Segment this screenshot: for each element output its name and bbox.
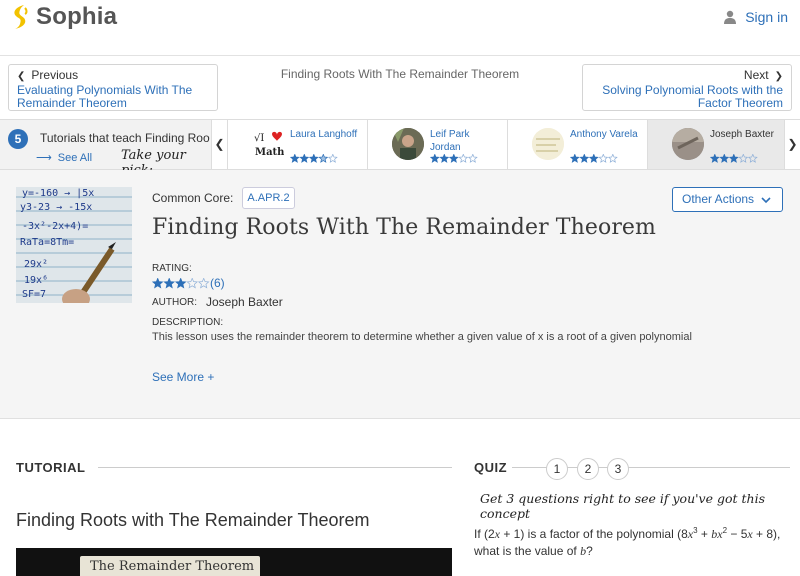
star	[300, 154, 308, 162]
question-var: x	[494, 527, 500, 541]
common-core-label: Common Core:	[152, 191, 234, 205]
tutorials-strip-title: Tutorials that teach Finding Roo	[40, 131, 210, 145]
quiz-question-3[interactable]: 3	[607, 458, 629, 480]
logo-text: Sophia	[36, 3, 118, 30]
star	[599, 154, 607, 162]
video-caption: The Remainder Theorem	[90, 559, 255, 574]
next-lesson-button[interactable]	[582, 64, 792, 111]
question-var: bx	[711, 527, 723, 541]
star	[720, 154, 728, 162]
description-label: DESCRIPTION:	[152, 317, 224, 328]
author-name-line1: Joseph Baxter	[710, 129, 774, 140]
description-text: This lesson uses the remainder theorem to determine whether a given value of x is a root of a given polynomial	[152, 331, 692, 343]
lesson-thumbnail	[16, 187, 132, 303]
previous-lesson-title-2: Remainder Theorem	[17, 96, 127, 110]
tutorial-author-name	[570, 128, 646, 141]
rating-stars	[152, 278, 210, 289]
question-part: ?	[586, 544, 593, 558]
star	[153, 278, 163, 287]
question-part: +	[697, 527, 712, 541]
rating-label: RATING:	[152, 263, 192, 274]
star	[319, 154, 327, 162]
chevron-right-icon: ❯	[787, 137, 798, 151]
current-lesson-title: Finding Roots With The Remainder Theorem	[280, 67, 520, 81]
tutorial-card-joseph-baxter[interactable]	[647, 120, 784, 169]
question-part: + 1) is a factor of the polynomial (8	[500, 527, 688, 541]
tutorial-count-badge: 5	[8, 129, 28, 149]
avatar	[392, 128, 424, 160]
video-frame	[80, 556, 260, 576]
next-text: Next	[743, 68, 769, 82]
other-actions-label: Other Actions	[682, 192, 755, 206]
author-name-line1: Anthony Varela	[570, 129, 638, 140]
star	[469, 154, 477, 162]
question-var: x	[747, 527, 753, 541]
avatar	[672, 128, 704, 160]
question-exponent: 2	[722, 526, 728, 535]
author-name-line2: Jordan	[430, 142, 461, 153]
next-lesson-title-2: Factor Theorem	[697, 96, 783, 110]
question-var: x	[687, 527, 694, 541]
star	[164, 278, 174, 287]
svg-text:Math: Math	[255, 147, 284, 158]
star	[310, 154, 318, 162]
lesson-title: Finding Roots With The Remainder Theorem	[152, 215, 657, 240]
question-part: − 5	[727, 527, 748, 541]
sophia-logo[interactable]	[10, 3, 117, 31]
chevron-left-icon: ❮	[214, 137, 225, 151]
svg-text:19x⁶: 19x⁶	[24, 275, 49, 286]
rating-stars	[710, 154, 758, 163]
star	[199, 278, 209, 287]
tutorial-author-name	[710, 128, 786, 141]
tutorial-card-laura-langhoff[interactable]	[227, 120, 367, 169]
avatar-photo	[532, 128, 564, 160]
other-actions-dropdown[interactable]	[672, 187, 783, 212]
star	[291, 154, 299, 162]
arrow-right-icon: ⟶	[36, 152, 52, 164]
rating-stars	[570, 154, 618, 163]
star	[329, 154, 337, 162]
star	[590, 154, 598, 162]
svg-text:y3-23 → -15x: y3-23 → -15x	[20, 202, 93, 213]
tutorial-author-name	[430, 128, 506, 154]
sign-in-label: Sign in	[745, 9, 788, 25]
next-lesson-title-1: Solving Polynomial Roots with the	[602, 83, 783, 97]
see-more-link[interactable]: See More +	[152, 370, 215, 384]
previous-lesson-title-1: Evaluating Polynomials With The	[17, 83, 193, 97]
star	[440, 154, 448, 162]
rating-stars	[290, 154, 338, 163]
take-your-pick-label: Take your	[121, 148, 186, 163]
star	[739, 154, 747, 162]
author-label: AUTHOR:	[152, 297, 197, 308]
common-core-badge[interactable]: A.APR.2	[242, 187, 295, 209]
user-icon	[724, 10, 736, 24]
previous-label	[17, 68, 209, 84]
tutorial-card-leif-park-jordan[interactable]	[367, 120, 507, 169]
tutorial-title: Finding Roots with The Remainder Theorem	[16, 510, 370, 530]
carousel-next-button[interactable]	[784, 120, 800, 169]
quiz-hint: Get 3 questions right to see if you've got this concept	[480, 491, 765, 521]
avatar	[252, 128, 284, 160]
chevron-right-icon: ❯	[774, 71, 783, 82]
star	[450, 154, 458, 162]
author-name-line1: Laura Langhoff	[290, 129, 358, 140]
star	[609, 154, 617, 162]
svg-text:29x²: 29x²	[24, 259, 49, 270]
question-part: + 8), what is the value of	[474, 527, 781, 558]
chevron-left-icon: ❮	[17, 71, 26, 82]
star	[730, 154, 738, 162]
see-all-link[interactable]	[36, 151, 92, 164]
quiz-question-2[interactable]: 2	[577, 458, 599, 480]
author-name: Joseph Baxter	[206, 295, 283, 309]
quiz-heading: QUIZ	[474, 460, 508, 475]
star	[711, 154, 719, 162]
author-name-line1: Leif Park	[430, 129, 470, 140]
svg-text:RaTa=8Tm=: RaTa=8Tm=	[20, 237, 75, 248]
chevron-down-icon	[761, 197, 771, 204]
tutorial-author-name	[290, 128, 366, 141]
star	[571, 154, 579, 162]
lesson-navigation	[0, 56, 800, 116]
previous-text: Previous	[31, 68, 79, 82]
carousel-prev-button[interactable]	[211, 120, 227, 169]
lesson-thumbnail-image	[16, 187, 132, 303]
see-all-label: See All	[57, 152, 93, 164]
site-header	[0, 0, 800, 56]
question-var: b	[580, 544, 587, 558]
question-part: If (2	[474, 527, 495, 541]
lesson-rating[interactable]	[152, 276, 225, 290]
quiz-question-text	[474, 522, 790, 560]
star	[187, 278, 197, 287]
tutorials-summary	[0, 120, 212, 169]
math-logo-icon	[252, 128, 284, 160]
avatar-photo	[672, 128, 704, 160]
quiz-question-1[interactable]: 1	[546, 458, 568, 480]
tutorial-card-anthony-varela[interactable]	[507, 120, 647, 169]
previous-lesson-button[interactable]	[8, 64, 218, 111]
star	[749, 154, 757, 162]
star	[580, 154, 588, 162]
tutorial-divider	[98, 467, 452, 468]
star	[176, 278, 186, 287]
svg-text:SF=7: SF=7	[22, 289, 47, 300]
svg-text:y=-160 → |5x: y=-160 → |5x	[22, 188, 95, 199]
sophia-logo-icon	[10, 4, 30, 30]
tutorial-heading: TUTORIAL	[16, 460, 86, 475]
video-player[interactable]	[16, 548, 452, 576]
star	[431, 154, 439, 162]
avatar-photo	[392, 128, 424, 160]
rating-count: (6)	[210, 276, 225, 290]
avatar	[532, 128, 564, 160]
rating-stars	[430, 154, 478, 163]
svg-text:-3x²-2x+4)=: -3x²-2x+4)=	[22, 221, 89, 232]
lesson-details	[0, 170, 800, 419]
tutorials-strip	[0, 119, 800, 170]
svg-text:√I: √I	[254, 133, 265, 144]
question-exponent: 3	[693, 526, 698, 535]
star	[459, 154, 467, 162]
sign-in-link[interactable]	[724, 9, 788, 25]
next-label	[591, 68, 783, 84]
